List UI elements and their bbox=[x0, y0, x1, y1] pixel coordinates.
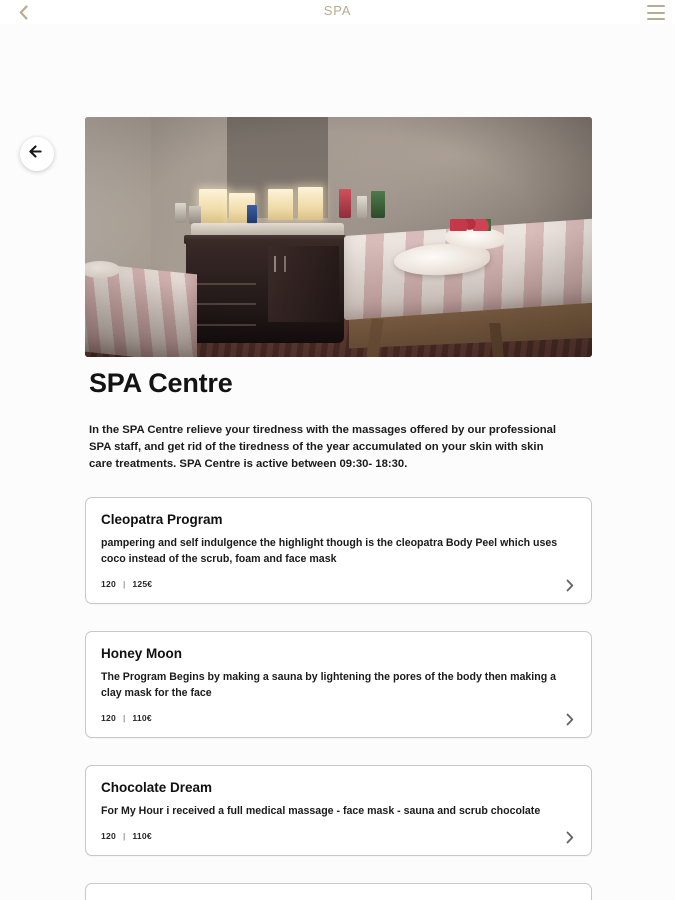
photo-shelf bbox=[193, 324, 256, 326]
program-title: Cleopatra Program bbox=[101, 512, 223, 527]
photo-cabinet-handle bbox=[284, 256, 286, 273]
program-card[interactable] bbox=[85, 883, 592, 900]
chevron-right-icon[interactable] bbox=[564, 578, 576, 592]
menu-line bbox=[647, 5, 665, 7]
photo-bottle bbox=[339, 189, 351, 218]
photo-shelf bbox=[193, 303, 256, 305]
photo-bottle bbox=[189, 206, 200, 224]
photo-bottle bbox=[371, 191, 384, 217]
program-title: Honey Moon bbox=[101, 646, 182, 661]
photo-candle bbox=[268, 189, 293, 220]
program-price: 125€ bbox=[132, 579, 153, 589]
program-duration: 120 bbox=[101, 831, 116, 841]
photo-bottle bbox=[247, 205, 257, 224]
photo-bottle bbox=[175, 203, 186, 222]
page-title: SPA Centre bbox=[89, 368, 233, 398]
program-price: 110€ bbox=[132, 831, 152, 841]
program-list bbox=[85, 497, 592, 900]
photo-bottle bbox=[357, 196, 367, 218]
menu-line bbox=[647, 12, 665, 14]
photo-cabinet-door bbox=[268, 246, 339, 322]
program-description: pampering and self indulgence the highlight though is the cleopatra Body Peel which uses coco instead of the scrub, foam and face mask bbox=[101, 537, 558, 565]
program-price: 110€ bbox=[132, 713, 152, 723]
photo-cabinet bbox=[186, 239, 343, 342]
photo-candle bbox=[298, 187, 323, 221]
page-description: In the SPA Centre relieve your tiredness with the massages offered by our professional SPA staff, and get rid of the tiredness of the year accumulated on your skin with skin care treatments. SPA Centre is active between 09:30- 18:30. bbox=[89, 424, 557, 470]
program-duration: 120 bbox=[101, 579, 116, 589]
chevron-right-icon[interactable] bbox=[564, 830, 576, 844]
spa-room-photo bbox=[85, 117, 592, 357]
photo-shelf bbox=[193, 283, 256, 285]
program-description: The Program Begins by making a sauna by lightening the pores of the body then making a clay mask for the face bbox=[101, 671, 557, 699]
meta-separator: | bbox=[122, 713, 126, 723]
program-meta bbox=[101, 577, 575, 591]
program-title: Chocolate Dream bbox=[101, 780, 213, 795]
photo-candle bbox=[199, 189, 227, 223]
photo-cabinet-handle bbox=[274, 256, 276, 273]
floating-back-button[interactable] bbox=[20, 137, 54, 171]
meta-separator: | bbox=[122, 579, 126, 589]
program-card[interactable] bbox=[85, 631, 592, 738]
meta-separator: | bbox=[122, 831, 126, 841]
program-meta bbox=[101, 829, 575, 843]
program-description: For My Hour i received a full medical massage - face mask - sauna and scrub chocolate bbox=[101, 805, 541, 817]
arrow-left-icon bbox=[29, 145, 45, 163]
app-header bbox=[0, 0, 675, 24]
page-content bbox=[0, 24, 675, 900]
program-duration: 120 bbox=[101, 713, 116, 723]
menu-line bbox=[647, 18, 665, 20]
program-card[interactable] bbox=[85, 497, 592, 604]
page-title-header: SPA bbox=[323, 3, 352, 18]
hamburger-menu-icon[interactable] bbox=[645, 4, 667, 21]
chevron-right-icon[interactable] bbox=[564, 712, 576, 726]
photo-flowers bbox=[450, 219, 491, 231]
program-meta bbox=[101, 711, 575, 725]
program-card[interactable] bbox=[85, 765, 592, 856]
photo-scene bbox=[85, 117, 592, 357]
